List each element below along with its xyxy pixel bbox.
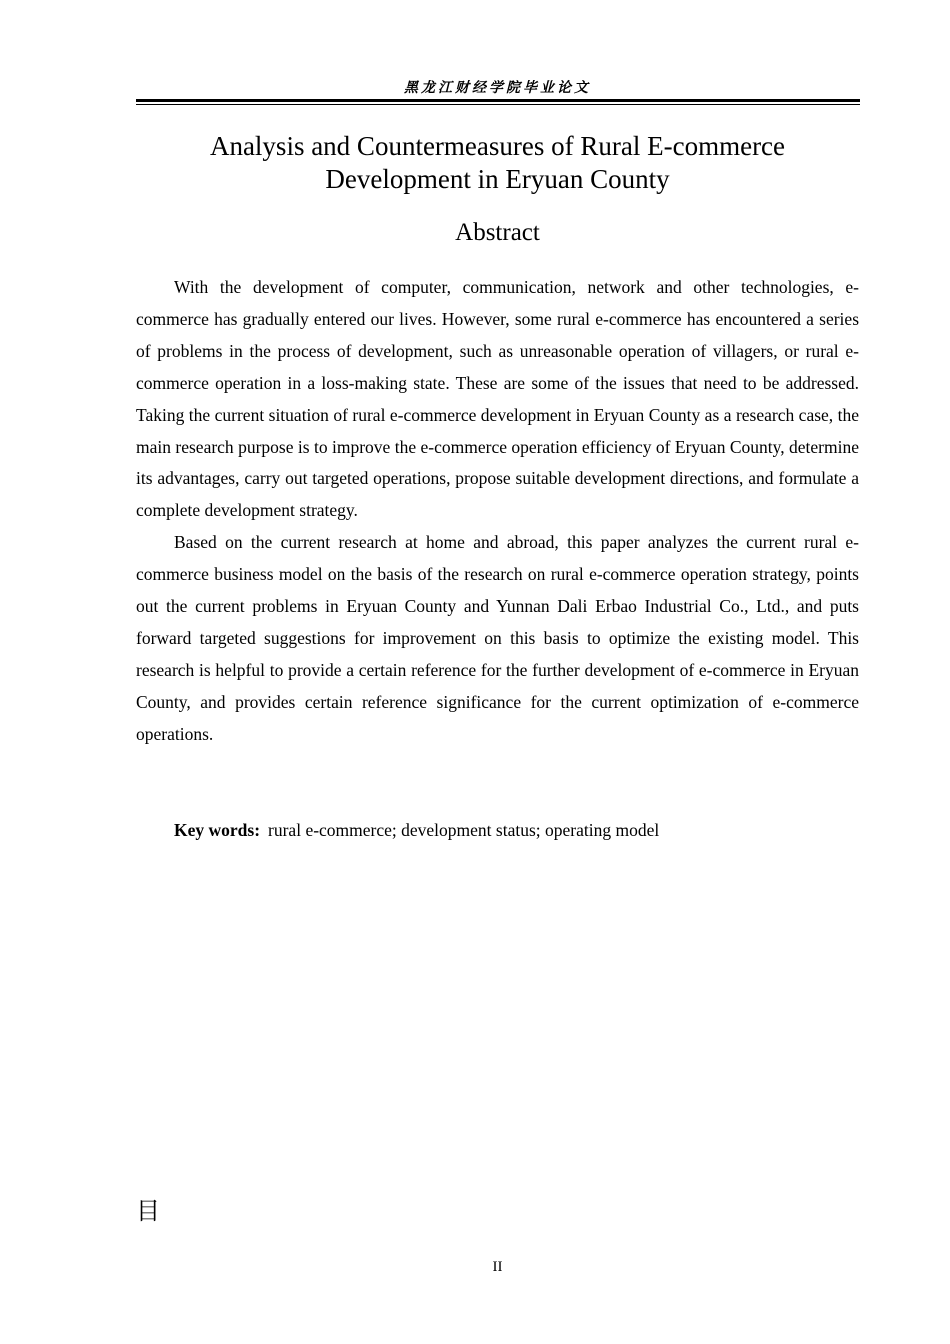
abstract-heading: Abstract: [455, 219, 540, 246]
running-header: 黑龙江财经学院毕业论文: [404, 80, 591, 96]
abstract-paragraph-2: Based on the current research at home and abroad, this paper analyzes the current rural e-commerce business model on the basis of the research on rural e-commerce operation strategy, points out the current problems in Eryuan County and Yunnan Dali Erbao Industrial Co., Ltd., and puts forward targeted suggestions for improvement on this basis to optimize the existing model. This research is helpful to provide a certain reference for the further development of e-commerce in Eryuan County, and provides certain reference significance for the current optimization of e-commerce operations.: [136, 532, 859, 744]
keywords-line: [174, 815, 659, 846]
abstract-paragraph-1: With the development of computer, communication, network and other technologies, e-commerce has gradually entered our lives. However, some rural e-commerce has encountered a series of problems in the process of development, such as unreasonable operation of villagers, or rural e-commerce operation in a loss-making state. These are some of the issues that need to be addressed. Taking the current situation of rural e-commerce development in Eryuan County as a research case, the main research purpose is to improve the e-commerce operation efficiency of Eryuan County, determine its advantages, carry out targeted operations, propose suitable development directions, and formulate a complete development strategy.: [136, 277, 859, 521]
page-number: II: [492, 1259, 503, 1275]
paper-title-line-2: Development in Eryuan County: [325, 164, 670, 194]
keywords-label: Key words:: [174, 820, 261, 840]
paper-title-line-1: Analysis and Countermeasures of Rural E-commerce: [209, 131, 786, 161]
header-rule-thick: [136, 99, 860, 102]
toc-heading-fragment: 目: [136, 1197, 160, 1225]
paper-title: [136, 130, 859, 196]
abstract-body: [136, 272, 859, 751]
keywords-value: rural e-commerce; development status; operating model: [268, 820, 660, 840]
header-rule-thin: [136, 104, 860, 105]
